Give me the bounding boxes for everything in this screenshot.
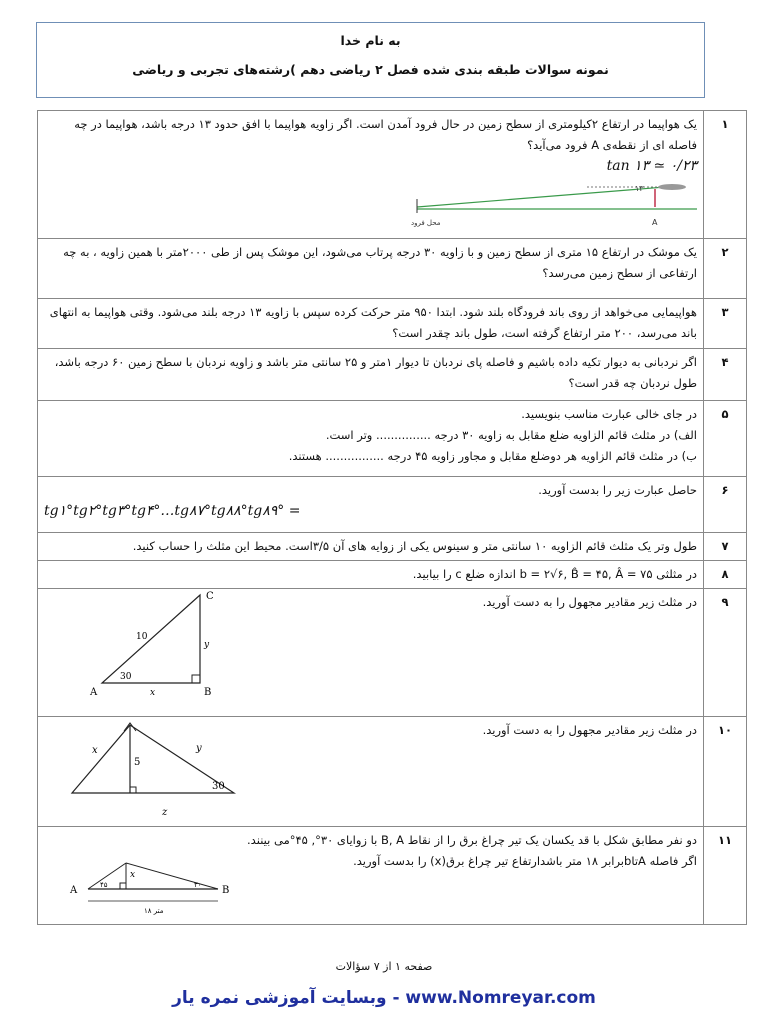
- question-body: [38, 827, 704, 925]
- question-row: [38, 827, 747, 925]
- question-number: ۵: [704, 401, 747, 477]
- question-row: [38, 401, 747, 477]
- question-text: یک موشک در ارتفاع ۱۵ متری از سطح زمین و با زاویه ۳۰ درجه پرتاب می‌شود، این موشک پس از طی ۲۰۰۰متر با همین زاویه ، به چه ارتفاعی از سطح زمین می‌رسد؟: [38, 239, 704, 299]
- question-body: [38, 477, 704, 533]
- side-x-label: x: [150, 688, 156, 698]
- angle-label: 30: [120, 672, 132, 682]
- question-text: طول وتر یک مثلث قائم الزاویه ۱۰ سانتی متر و سینوس یکی از زوایه های آن ۳/۵است. محیط این مثلث را حساب کنید.: [38, 533, 704, 561]
- question-body: [38, 111, 704, 239]
- distance-label: ۱۸ متر: [144, 907, 164, 915]
- question-text: اگر نردبانی به دیوار تکیه داده باشیم و فاصله پای نردبان تا دیوار ۱متر و ۲۵ سانتی متر باشد و زاویه نردبان با سطح زمین ۶۰ درجه باشد، طول نردبان چه قدر است؟: [38, 349, 704, 401]
- question-number: ۲: [704, 239, 747, 299]
- question-number: ۱۰: [704, 717, 747, 827]
- side-y-label: y: [196, 743, 202, 754]
- question-body: [38, 717, 704, 827]
- question-text: در مثلث زیر مقادیر مجهول را به دست آورید.: [482, 595, 697, 609]
- question-formula: tg۱°tg۲°tg۳°tg۴°…tg۸۷°tg۸۸°tg۸۹° =: [44, 503, 301, 519]
- side-y-label: y: [204, 640, 210, 650]
- questions-table: [37, 110, 747, 925]
- header-box: [36, 22, 705, 98]
- side-x-label: x: [92, 745, 98, 756]
- question-number: ۳: [704, 299, 747, 349]
- question-body: [38, 589, 704, 717]
- question-number: ۱۱: [704, 827, 747, 925]
- angle-label: ۱۳: [635, 184, 644, 193]
- question-text: در مثلث زیر مقادیر مجهول را به دست آورید.: [482, 723, 697, 737]
- page-number: صفحه ۱ از ۷ سؤالات: [335, 960, 433, 973]
- question-row: [38, 589, 747, 717]
- question-body: [38, 401, 704, 477]
- question-row: [38, 561, 747, 589]
- website-footer[interactable]: وبسایت آموزشی نمره یار - www.Nomreyar.com: [172, 988, 596, 1008]
- airplane-landing-figure: [397, 179, 697, 235]
- question-text: حاصل عبارت زیر را بدست آورید.: [538, 483, 697, 497]
- question-row: [38, 239, 747, 299]
- altitude-label: 5: [134, 757, 141, 768]
- question-row: [38, 111, 747, 239]
- question-number: ۶: [704, 477, 747, 533]
- question-text: یک هواپیما در ارتفاع ۲کیلومتری از سطح زمین در حال فرود آمدن است. اگر زاویه هواپیما با افق حدود ۱۳ درجه باشد، هواپیما در چه فاصله ای از نقطه‌ی A فرود می‌آید؟: [74, 117, 697, 152]
- lamp-post-figure: [68, 855, 268, 921]
- question-row: [38, 299, 747, 349]
- question-line-a: الف) در مثلث قائم الزاویه ضلع مقابل به زاویه ۳۰ درجه ............... وتر است.: [325, 428, 697, 442]
- vertex-c-label: C: [206, 591, 214, 602]
- angle-label: 30: [212, 781, 225, 792]
- angle-30-label: ۳۰: [194, 881, 202, 889]
- question-row: [38, 717, 747, 827]
- point-a-label: A: [70, 885, 78, 896]
- vertex-a-label: A: [90, 687, 98, 698]
- angle-45-label: ۴۵: [100, 881, 108, 889]
- airplane-icon: [658, 184, 686, 190]
- question-number: ۴: [704, 349, 747, 401]
- question-number: ۷: [704, 533, 747, 561]
- hypotenuse-label: 10: [136, 632, 148, 642]
- question-line-b: ب) در مثلث قائم الزاویه هر دوضلع مقابل و مجاور زاویه ۴۵ درجه ................ هستند.: [288, 449, 697, 463]
- question-number: ۹: [704, 589, 747, 717]
- question-number: ۸: [704, 561, 747, 589]
- altitude-triangle-figure: [62, 721, 242, 821]
- point-b-label: B: [222, 885, 230, 896]
- landing-label: محل فرود: [411, 219, 441, 227]
- side-z-label: z: [162, 807, 168, 818]
- right-triangle-figure: [88, 591, 238, 701]
- vertex-b-label: B: [204, 687, 212, 698]
- question-row: [38, 477, 747, 533]
- question-row: [38, 349, 747, 401]
- header-title: به نام خدا: [340, 33, 401, 48]
- question-text: در جای خالی عبارت مناسب بنویسید.: [521, 407, 697, 421]
- question-formula: tan ۱۳ ≃ ۰/۲۳: [606, 158, 697, 174]
- question-text: دو نفر مطابق شکل با قد یکسان یک تیر چراغ برق را از نقاط B, A با زوایای ۳۰°, ۴۵°می بینند. اگر فاصله Aتاbبرابر ۱۸ متر باشدارتفاع تیر چراغ برق(x) را بدست آورید.: [247, 833, 697, 868]
- question-row: [38, 533, 747, 561]
- question-number: ۱: [704, 111, 747, 239]
- height-x-label: x: [130, 870, 136, 880]
- question-text: در مثلثی b = ۲√۶, B̂ = ۴۵, Â = ۷۵ اندازه ضلع c را بیابید.: [38, 561, 704, 589]
- header-subtitle: نمونه سوالات طبقه بندی شده فصل ۲ ریاضی دهم )رشته‌های تجربی و ریاضی: [132, 62, 609, 77]
- point-a-label: A: [652, 218, 658, 227]
- question-text: هواپیمایی می‌خواهد از روی باند فرودگاه بلند شود. ابتدا ۹۵۰ متر حرکت کرده سپس با زاویه ۱۳ درجه بلند می‌شود. وقتی هواپیما به انتهای باند می‌رسد، ۲۰۰ متر ارتفاع گرفته است، طول باند چقدر است؟: [38, 299, 704, 349]
